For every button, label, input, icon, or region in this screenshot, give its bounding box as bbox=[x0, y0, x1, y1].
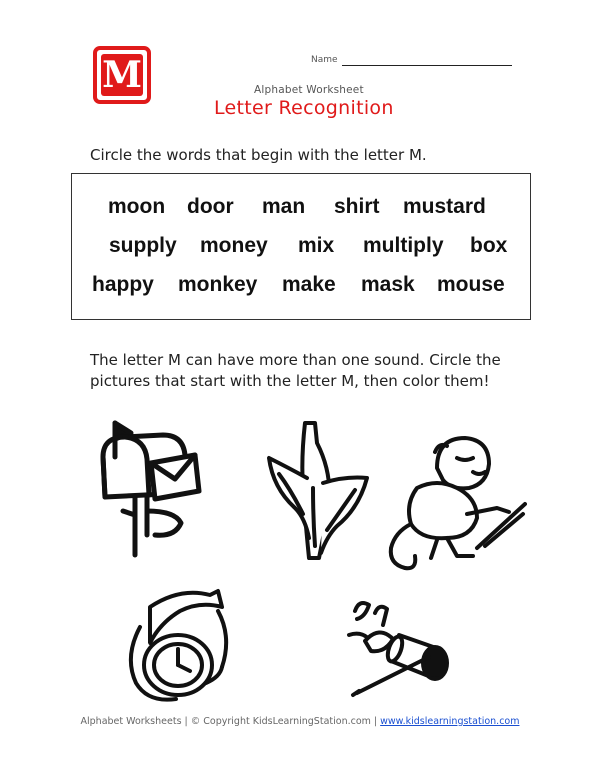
word-item[interactable]: mix bbox=[298, 234, 335, 257]
banana-picture[interactable] bbox=[255, 418, 375, 568]
word-item[interactable]: shirt bbox=[334, 195, 380, 218]
name-label: Name bbox=[311, 55, 338, 65]
word-item[interactable]: door bbox=[187, 195, 234, 218]
word-item[interactable]: man bbox=[262, 195, 306, 218]
word-item[interactable]: multiply bbox=[363, 234, 444, 257]
word-item[interactable]: supply bbox=[109, 234, 177, 257]
footer-link[interactable]: www.kidslearningstation.com bbox=[380, 716, 520, 727]
worksheet-subtitle: Alphabet Worksheet bbox=[254, 84, 364, 96]
word-item[interactable]: mustard bbox=[403, 195, 486, 218]
watch-picture[interactable] bbox=[120, 587, 240, 707]
letter-badge bbox=[93, 46, 151, 104]
name-line[interactable] bbox=[342, 65, 512, 66]
picture-instruction: The letter M can have more than one sound. Circle the pictures that start with the letter M, then color them! bbox=[90, 351, 501, 390]
word-item[interactable]: monkey bbox=[178, 273, 258, 296]
word-item[interactable]: mask bbox=[361, 273, 415, 296]
word-item[interactable]: happy bbox=[92, 273, 154, 296]
mailbox-picture[interactable] bbox=[95, 415, 215, 565]
word-item[interactable]: moon bbox=[108, 195, 166, 218]
letter-badge-letter: M bbox=[102, 54, 142, 96]
footer-copyright: Alphabet Worksheets | © Copyright KidsLearningStation.com | bbox=[80, 716, 381, 727]
footer bbox=[0, 716, 600, 727]
word-box bbox=[71, 173, 531, 320]
word-item[interactable]: mouse bbox=[437, 273, 505, 296]
worksheet-title: Letter Recognition bbox=[214, 97, 394, 119]
monkey-picture[interactable] bbox=[377, 428, 527, 578]
word-instruction: Circle the words that begin with the letter M. bbox=[90, 146, 427, 164]
magic-hat-picture[interactable] bbox=[335, 595, 475, 705]
word-item[interactable]: money bbox=[200, 234, 268, 257]
word-item[interactable]: box bbox=[470, 234, 508, 257]
word-item[interactable]: make bbox=[282, 273, 336, 296]
